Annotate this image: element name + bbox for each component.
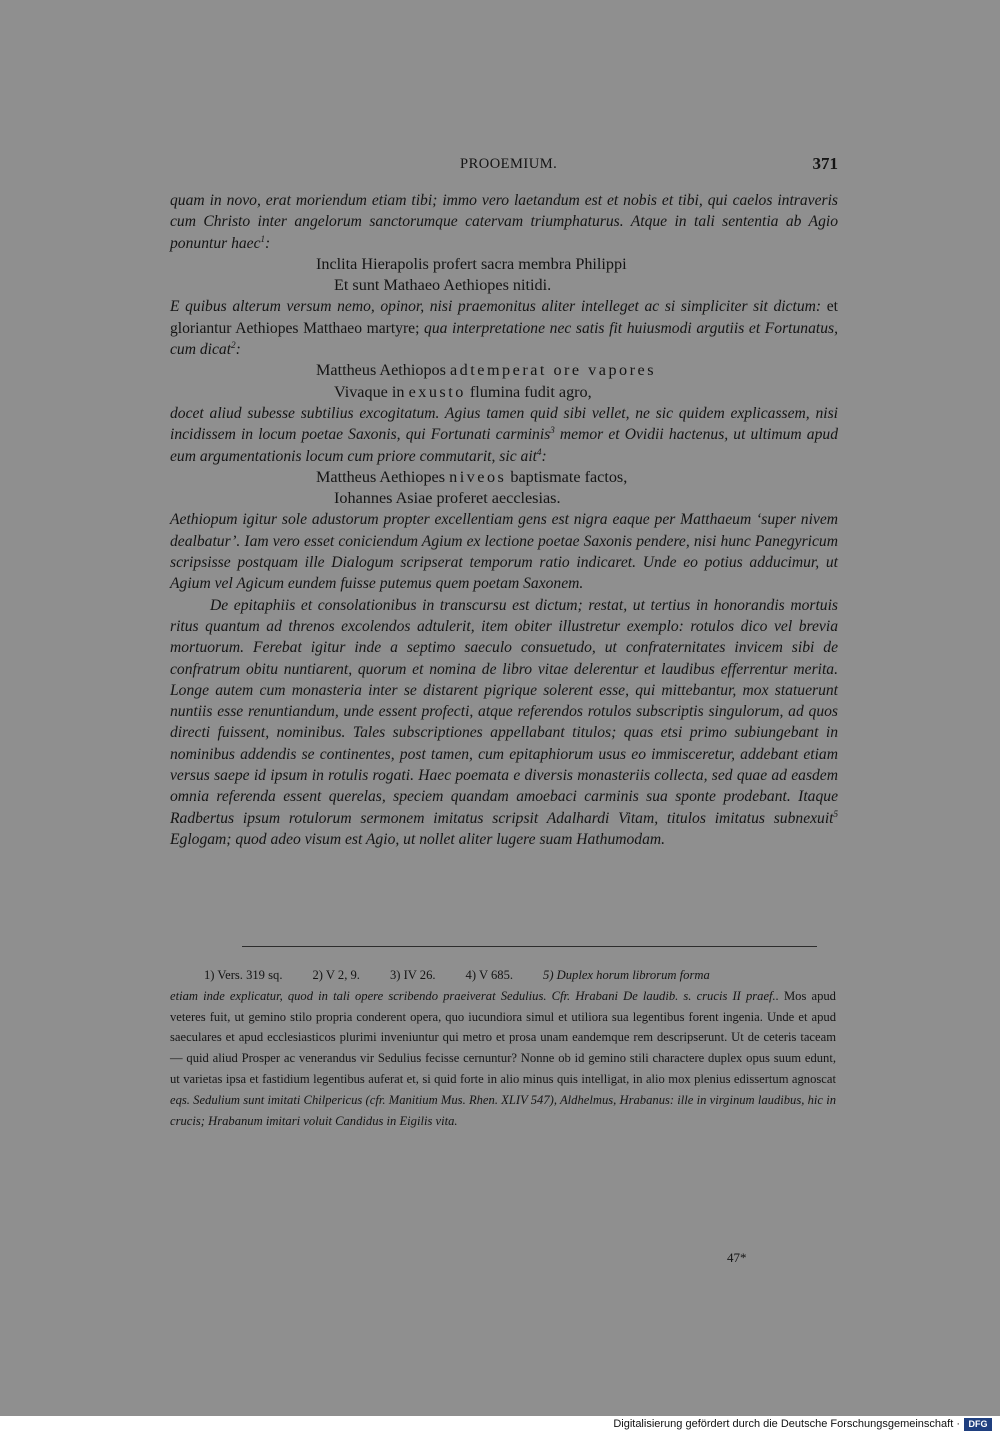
page-header — [170, 156, 838, 180]
main-text — [170, 190, 838, 850]
verse-line: Iohannes Asiae proferet aecclesias. — [334, 489, 561, 508]
verse-line: Vivaque in exusto flumina fudit agro, — [334, 382, 592, 401]
paragraph: docet aliud subesse subtilius excogitatum. Agius tamen quid sibi vellet, ne sic quidem explicassem, nisi incidissem in locum poetae Saxonis, qui Fortunati carminis$^3$ memor et Ovidii hactenus, ut ultimum apud eum argumentationis locum cum priore commutarit, sic ait$^4$: — [170, 404, 838, 465]
verse-line: Mattheus Aethiopos adtemperat ore vapores — [316, 361, 657, 380]
paragraph: De epitaphiis et consolationibus in transcursu est dictum; restat, ut tertius in honorandis mortuis ritus quantum ad threnos excolendos adtulerit, item obiter illustretur exemplo: rotulos dico vel brevia mortuorum. Ferebat igitur inde a septimo saeculo consuetudo, ut confraternitates invicem sibi de confratrum obitu nuntiarent, quorum et nomina de libro vitae delerentur et laudibus efferrentur merita. Longe autem cum monasteria inter se distarent pigrique solerent esse, qui mittebantur, mox statuerunt nuntiis esse renuntiandum, unde essent profecti, atque referendos rotulos subscriptis singulorum, ad quos directi fuissent, nominibus. Tales subscriptiones appellabant titulos; quas etsi primo subiungebant in nominibus addendis se continentes, post tamen, cum epitaphiorum usus eo immisceretur, addebant etiam versus saepe id ipsum in rotulis rogati. Haec poemata e diversis monasteriis collecta, sed quae ad easdem omnia referenda essent querelas, speciem quandam amoebaci carminis sua sponte prodebant. Itaque Radbertus ipsum rotulorum sermonem imitatus scripsit Adalhardi Vitam, titulos imitatus subnexuit$^5$ Eglogam; quod adeo visum est Agio, ut nollet aliter lugere suam Hathumodam. — [170, 596, 838, 848]
footer-strip — [0, 1416, 1000, 1434]
verse-line: Mattheus Aethiopes niveos baptismate factos, — [316, 467, 628, 486]
credit-text: Digitalisierung gefördert durch die Deutsche Forschungsgemeinschaft · — [613, 1418, 960, 1430]
running-title: PROOEMIUM. — [460, 156, 558, 172]
verse-line: Inclita Hierapolis profert sacra membra Philippi — [316, 254, 627, 273]
page-number: 371 — [812, 154, 838, 173]
paragraph: Aethiopum igitur sole adustorum propter excellentiam gens est nigra eaque per Matthaeum ‘super nivem dealbatur’. Iam vero esset coniciendum Agium ex lectione poetae Saxonis pendere, nisi hunc Panegyricum scripsisse postquam ille Dialogum scripserat temporum ratio indicaret. Unde eo potius adducimur, ut Agium vel Agicum eundem fuisse putemus quem poetam Saxonem. — [170, 511, 838, 593]
footnotes — [170, 965, 836, 1131]
signature-mark: 47* — [727, 1250, 747, 1265]
footnote-divider — [242, 946, 817, 947]
paragraph: quam in novo, erat moriendum etiam tibi; immo vero laetandum est et nobis et tibi, qui caelos intraveris cum Christo inter angelorum sanctorumque catervam triumphaturus. Atque in tali sententia ab Agio ponuntur haec$^1$: — [170, 192, 838, 252]
paragraph: E quibus alterum versum nemo, opinor, nisi praemonitus aliter intelleget ac si simpliciter sit dictum: et gloriantur Aethiopes Matthaeo martyre; qua interpretatione nec satis fit huiusmodi argutiis et Fortunatus, cum dicat$^2$: — [170, 298, 838, 359]
verse-line: Et sunt Mathaeo Aethiopes nitidi. — [334, 276, 552, 295]
footnote-refs: 1) Vers. 319 sq. 2) V 2, 9. 3) IV 26. 4) V 685. 5) Duplex horum librorum forma — [204, 968, 710, 982]
dfg-logo-icon: DFG — [964, 1418, 992, 1431]
footnote-5: etiam inde explicatur, quod in tali opere scribendo praeiverat Sedulius. Cfr. Hrabani De laudib. s. crucis II praef.. Mos apud veteres fuit, ut gemino stilo propria conderent opera, quo iucundiora simul et utiliora sua legentibus forent ingenia. Unde et apud saeculares et apud ecclesiasticos plurimi inveniuntur qui metro et prosa unam eandemque rem descripserunt. Ut de ceteris taceam — quid aliud Prosper ac venerandus vir Sedulius fecisse cernuntur? Nonne ob id gemino stili charactere duplex opus suum edunt, ut varietas ipsa et fastidium legentibus auferat et, si quid forte in alio minus quis intelligat, in alio mox plenius edissertum agnoscat eqs. Sedulium sunt imitati Chilpericus (cfr. Manitium Mus. Rhen. XLIV 547), Aldhelmus, Hrabanus: ille in virginum laudibus, hic in crucis; Hrabanum imitari voluit Candidus in Eigilis vita. — [170, 988, 836, 1128]
